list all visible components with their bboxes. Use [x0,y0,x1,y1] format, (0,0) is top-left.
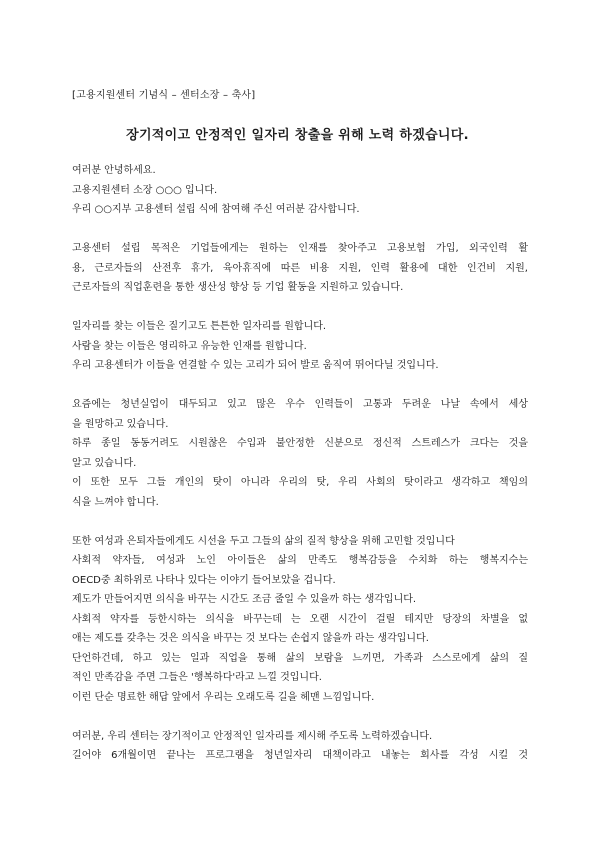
text-line: 여러분, 우리 센터는 장기적이고 안정적인 일자리를 제시해 주도록 노력하겠습니다. [72,730,433,742]
text-line: 알고 있습니다. [72,457,137,469]
text-line: 이런 단순 명료한 해답 앞에서 우리는 오래도록 길을 헤맨 느낌입니다. [72,691,375,703]
text-line: 사회적 약자를 등한시하는 의식을 바꾸는데 는 오랜 시간이 걸릴 테지만 당장의 차별을 없 [72,613,528,625]
text-line: 길어야 6개월이면 끝나는 프로그램을 청년일자리 대책이라고 내놓는 회사를 각성 시킬 것 [72,750,528,761]
text-line: 고용센터 설립 목적은 기업들에게는 원하는 인재를 찾아주고 고용보험 가입, 외국인력 활 [72,243,528,254]
document-title: 장기적이고 안정적인 일자리 창출을 위해 노력 하겠습니다. [126,128,469,143]
paragraph-youth-unemployment [72,395,528,512]
text-line: OECD중 최하위로 나타나 있다는 이야기 들어보았을 겁니다. [72,574,336,586]
text-line: 식을 느껴야 합니다. [72,496,159,508]
paragraph-connection [72,317,528,376]
text-line: 사람을 찾는 이들은 영리하고 유능한 인재를 원합니다. [72,340,307,352]
paragraph-purpose [72,239,528,298]
text-line: 용, 근로자들의 산전후 휴가, 육아휴직에 따른 비용 지원, 인력 활용에 대한 인건비 지원, [72,262,528,274]
text-line: 고용지원센터 소장 ○○○ 입니다. [72,184,218,196]
document-header-label: [고용지원센터 기념식 – 센터소장 – 축사] [72,90,256,101]
text-line: 애는 제도를 갖추는 것은 의식을 바꾸는 것 보다는 손쉽지 않을까 라는 생각입니다. [72,633,429,644]
text-line: 여러분 안녕하세요. [72,165,156,176]
text-line: 일자리를 찾는 이들은 질기고도 튼튼한 일자리를 원합니다. [72,321,327,332]
text-line: 우리 ○○지부 고용센터 설립 식에 참여해 주신 여러분 감사합니다. [72,204,360,215]
text-line: 적인 만족감을 주면 그들은 '행복하다'라고 느낄 것입니다. [72,672,322,683]
paragraph-vulnerable-groups [72,532,528,708]
document-body [72,161,528,785]
text-line: 하루 종일 동동거려도 시원찮은 수입과 불안정한 신분으로 정신적 스트레스가 크다는 것을 [72,438,528,449]
paragraph-greeting [72,161,528,220]
text-line: 제도가 만들어지면 의식을 바꾸는 시간도 조금 줄일 수 있을까 하는 생각입니다. [72,594,417,605]
text-line: 요즘에는 청년실업이 대두되고 있고 많은 우수 인력들이 고통과 두려운 나날 속에서 세상 [72,399,528,410]
text-line: 또한 여성과 은퇴자들에게도 시선을 두고 그들의 삶의 질적 향상을 위해 고민할 것입니다 [72,535,455,547]
text-line: 사회적 약자들, 여성과 노인 아이들은 삶의 만족도 행복감등을 수치화 하는 행복지수는 [72,555,528,566]
paragraph-commitment [72,727,528,766]
text-line: 단언하건데, 하고 있는 일과 직업을 통해 삶의 보람을 느끼면, 가족과 스스로에게 삶의 질 [72,652,528,664]
text-line: 근로자들의 직업훈련을 통한 생산성 향상 등 기업 활동을 지원하고 있습니다. [72,282,404,293]
text-line: 이 또한 모두 그들 개인의 탓이 아니라 우리의 탓, 우리 사회의 탓이라고 생각하고 책임의 [72,477,528,488]
text-line: 우리 고용센터가 이들을 연결할 수 있는 고리가 되어 발로 움직여 뛰어다닐 것입니다. [72,360,439,371]
text-line: 을 원망하고 있습니다. [72,418,169,430]
